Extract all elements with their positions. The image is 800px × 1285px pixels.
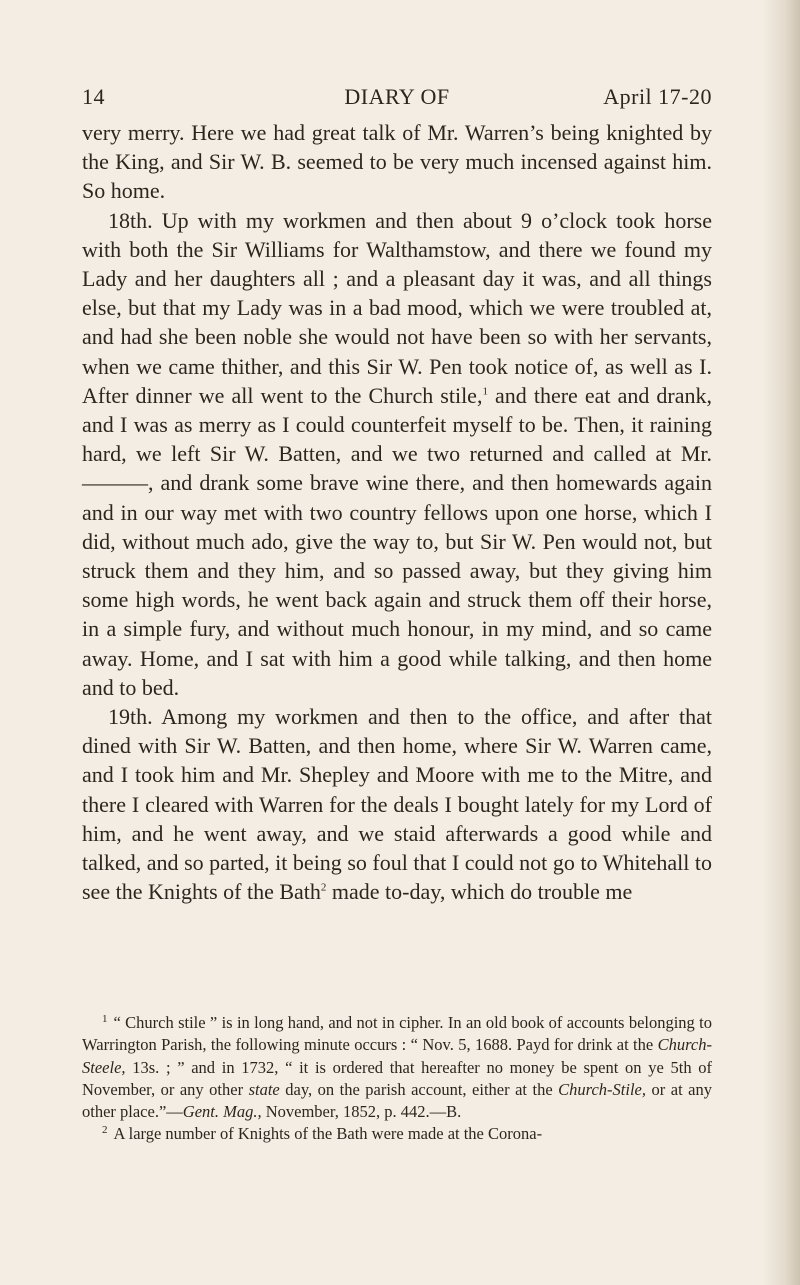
- paragraph-19th: 19th. Among my workmen and then to the office, and after that dined with Sir W. Batten, and then home, where Sir W. Warren came, and I took him and Mr. Shepley and Moore with me to the Mitre, and there I cleared with Warren for the deals I bought lately for my Lord of him, and he went away, and we staid afterwards a good while and talked, and so parted, it being so foul that I could not go to Whitehall to see the Knights of the Bath$^2$ made to-day, which do trouble me: [82, 704, 712, 905]
- footnote-2: $^2$ A large number of Knights of the Bath were made at the Corona-: [102, 1123, 543, 1144]
- footnote-1: $^1$ “ Church stile ” is in long hand, and not in cipher. In an old book of accounts belonging to Warrington Parish, the following minute occurs : “ Nov. 5, 1688. Payd for drink at the Church-Steele, 13s. ; ” and in 1732, “ it is ordered that hereafter no money be spent on ye 5th of November, or any other state day, on the parish account, either at the Church-Stile, or at any other place.”—Gent. Mag., November, 1852, p. 442.—B.: [82, 1012, 712, 1122]
- running-title: DIARY OF: [344, 84, 450, 109]
- paragraph-continuation: very merry. Here we had great talk of Mr. Warren’s being knighted by the King, and Sir W. B. seemed to be very much incensed against him. So home.: [82, 120, 712, 204]
- footnote-ref-1[interactable]: 1: [482, 385, 488, 398]
- footnote-1-mark: 1: [102, 1012, 108, 1025]
- date-range: April 17-20: [603, 84, 712, 109]
- running-header: [82, 84, 712, 114]
- page-edge-shadow: [762, 0, 800, 1285]
- page-number: 14: [82, 84, 105, 109]
- footnote-2-mark: 2: [102, 1123, 108, 1136]
- paragraph-18th: 18th. Up with my workmen and then about 9 o’clock took horse with both the Sir Williams for Walthamstow, and there we found my Lady and her daughters all ; and a pleasant day it was, and all things else, but that my Lady was in a bad mood, which we were troubled at, and had she been noble she would not have been so with her servants, when we came thither, and this Sir W. Pen took notice of, as well as I. After dinner we all went to the Church stile,$^1$ and there eat and drank, and I was as merry as I could counterfeit myself to be. Then, it raining hard, we left Sir W. Batten, and we two returned and called at Mr. ———, and drank some brave wine there, and then homewards again and in our way met with two country fellows upon one horse, which I did, without much ado, give the way to, but Sir W. Pen would not, but struck them and they him, and so passed away, but they giving him some high words, he went back again and struck them off their horse, in a simple fury, and without much honour, in my mind, and so came away. Home, and I sat with him a good while talking, and then home and to bed.: [82, 207, 712, 700]
- footnote-ref-2[interactable]: 2: [320, 881, 327, 894]
- footnotes: [82, 1012, 712, 1146]
- diary-body: [82, 118, 712, 906]
